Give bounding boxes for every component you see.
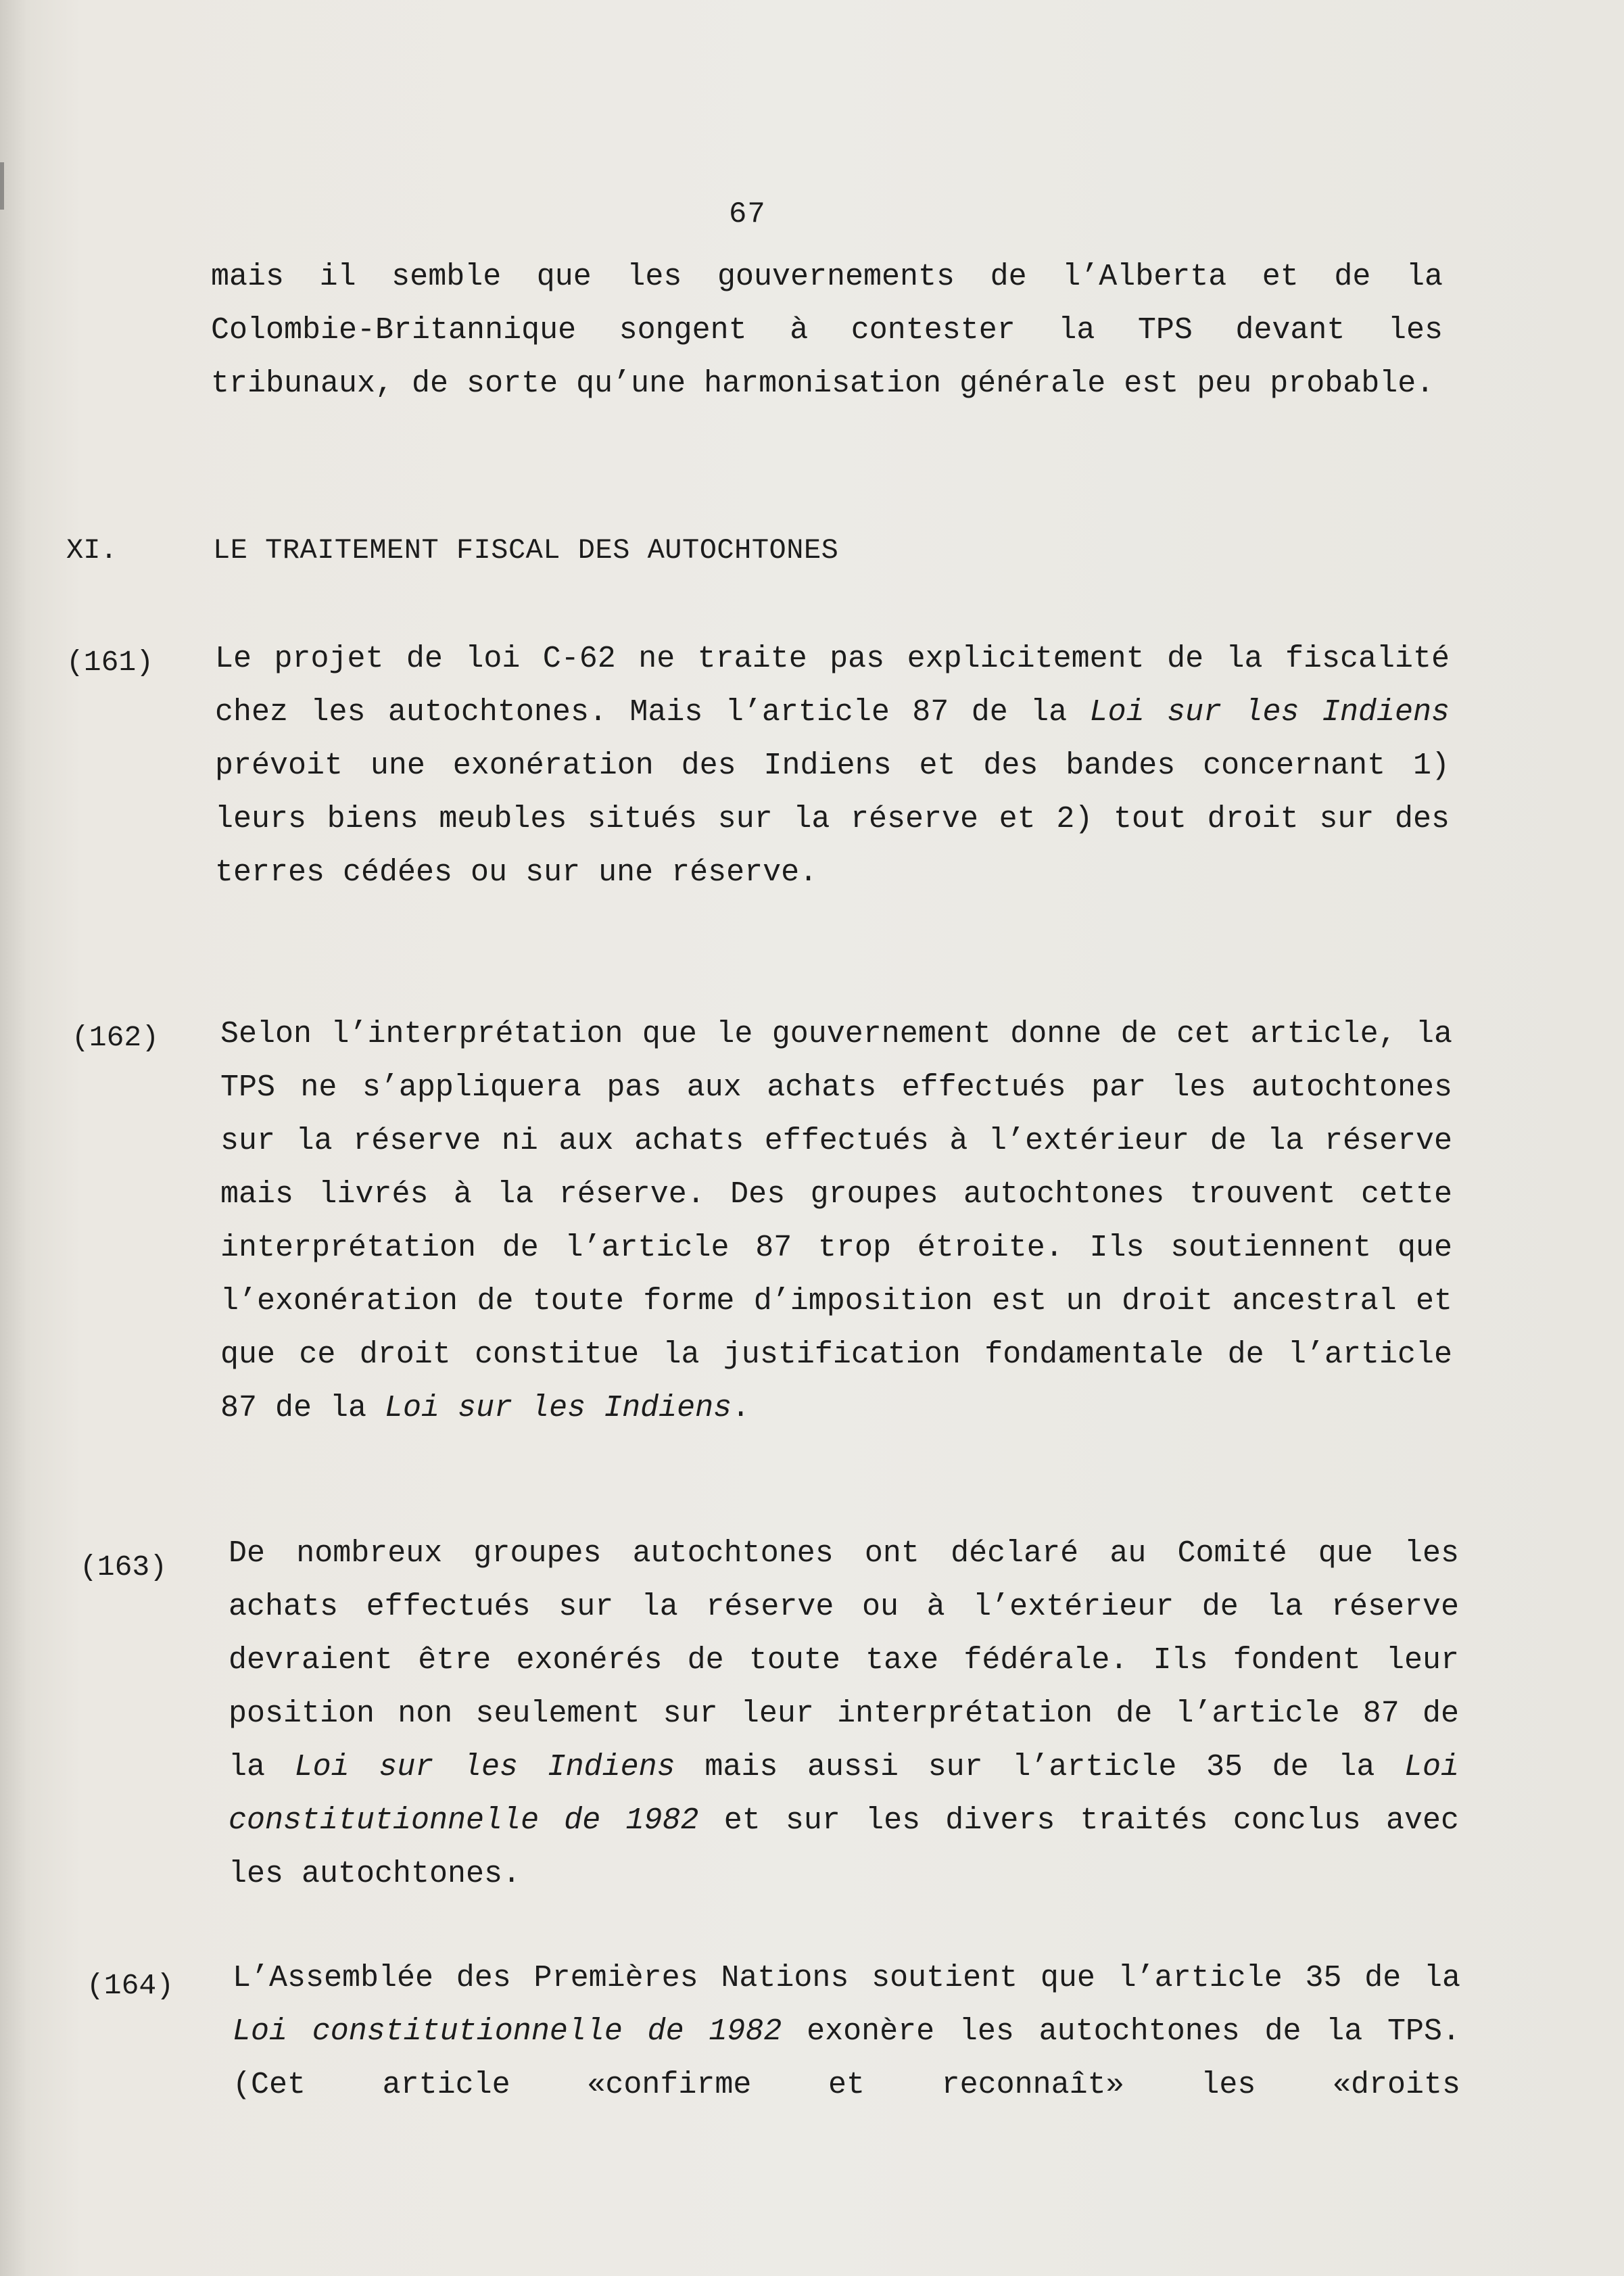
binding-edge-mark bbox=[0, 162, 4, 210]
intro-paragraph: mais il semble que les gouvernements de l’Alberta et de la Colombie-Britannique songent à contester la TPS devant les tribunaux, de sorte qu’une harmonisation générale est peu probable. bbox=[211, 260, 1443, 401]
paragraph-number: (162) bbox=[72, 1021, 160, 1054]
paragraph-162: Selon l’interprétation que le gouvernement donne de cet article, la TPS ne s’appliquera pas aux achats effectués par les autochtones sur la réserve ni aux achats effectués à l’extérieur de la réserve mais livrés à la réserve. Des groupes autochtones trouvent cette interprétation de l’article 87 trop étroite. Ils soutiennent que l’exonération de toute forme d’imposition est un droit ancestral et que ce droit constitue la justification fondamentale de l’article 87 de la Loi sur les Indiens. bbox=[220, 1017, 1452, 1425]
paragraph-164: L’Assemblée des Premières Nations soutient que l’article 35 de la Loi constitutionnelle de 1982 exonère les autochtones de la TPS. (Cet article «confirme et reconnaît» les «droits bbox=[233, 1961, 1460, 2102]
paragraph-number: (164) bbox=[87, 1969, 174, 2002]
paragraph-161: Le projet de loi C-62 ne traite pas explicitement de la fiscalité chez les autochtones. Mais l’article 87 de la Loi sur les Indiens prévoit une exonération des Indiens et des bandes concernant 1) leurs biens meubles situés sur la réserve et 2) tout droit sur des terres cédées ou sur une réserve. bbox=[215, 642, 1450, 890]
paragraph-163: De nombreux groupes autochtones ont déclaré au Comité que les achats effectués sur la réserve ou à l’extérieur de la réserve devraient être exonérés de toute taxe fédérale. Ils fondent leur position non seulement sur leur interprétation de l’article 87 de la Loi sur les Indiens mais aussi sur l’article 35 de la Loi constitutionnelle de 1982 et sur les divers traités conclus avec les autochtones. bbox=[229, 1536, 1460, 1891]
paragraph-number: (163) bbox=[80, 1550, 168, 1584]
paragraph-number: (161) bbox=[66, 646, 154, 679]
section-number: XI. bbox=[66, 534, 118, 567]
section-title: LE TRAITEMENT FISCAL DES AUTOCHTONES bbox=[213, 534, 839, 567]
page-number: 67 bbox=[729, 197, 766, 231]
